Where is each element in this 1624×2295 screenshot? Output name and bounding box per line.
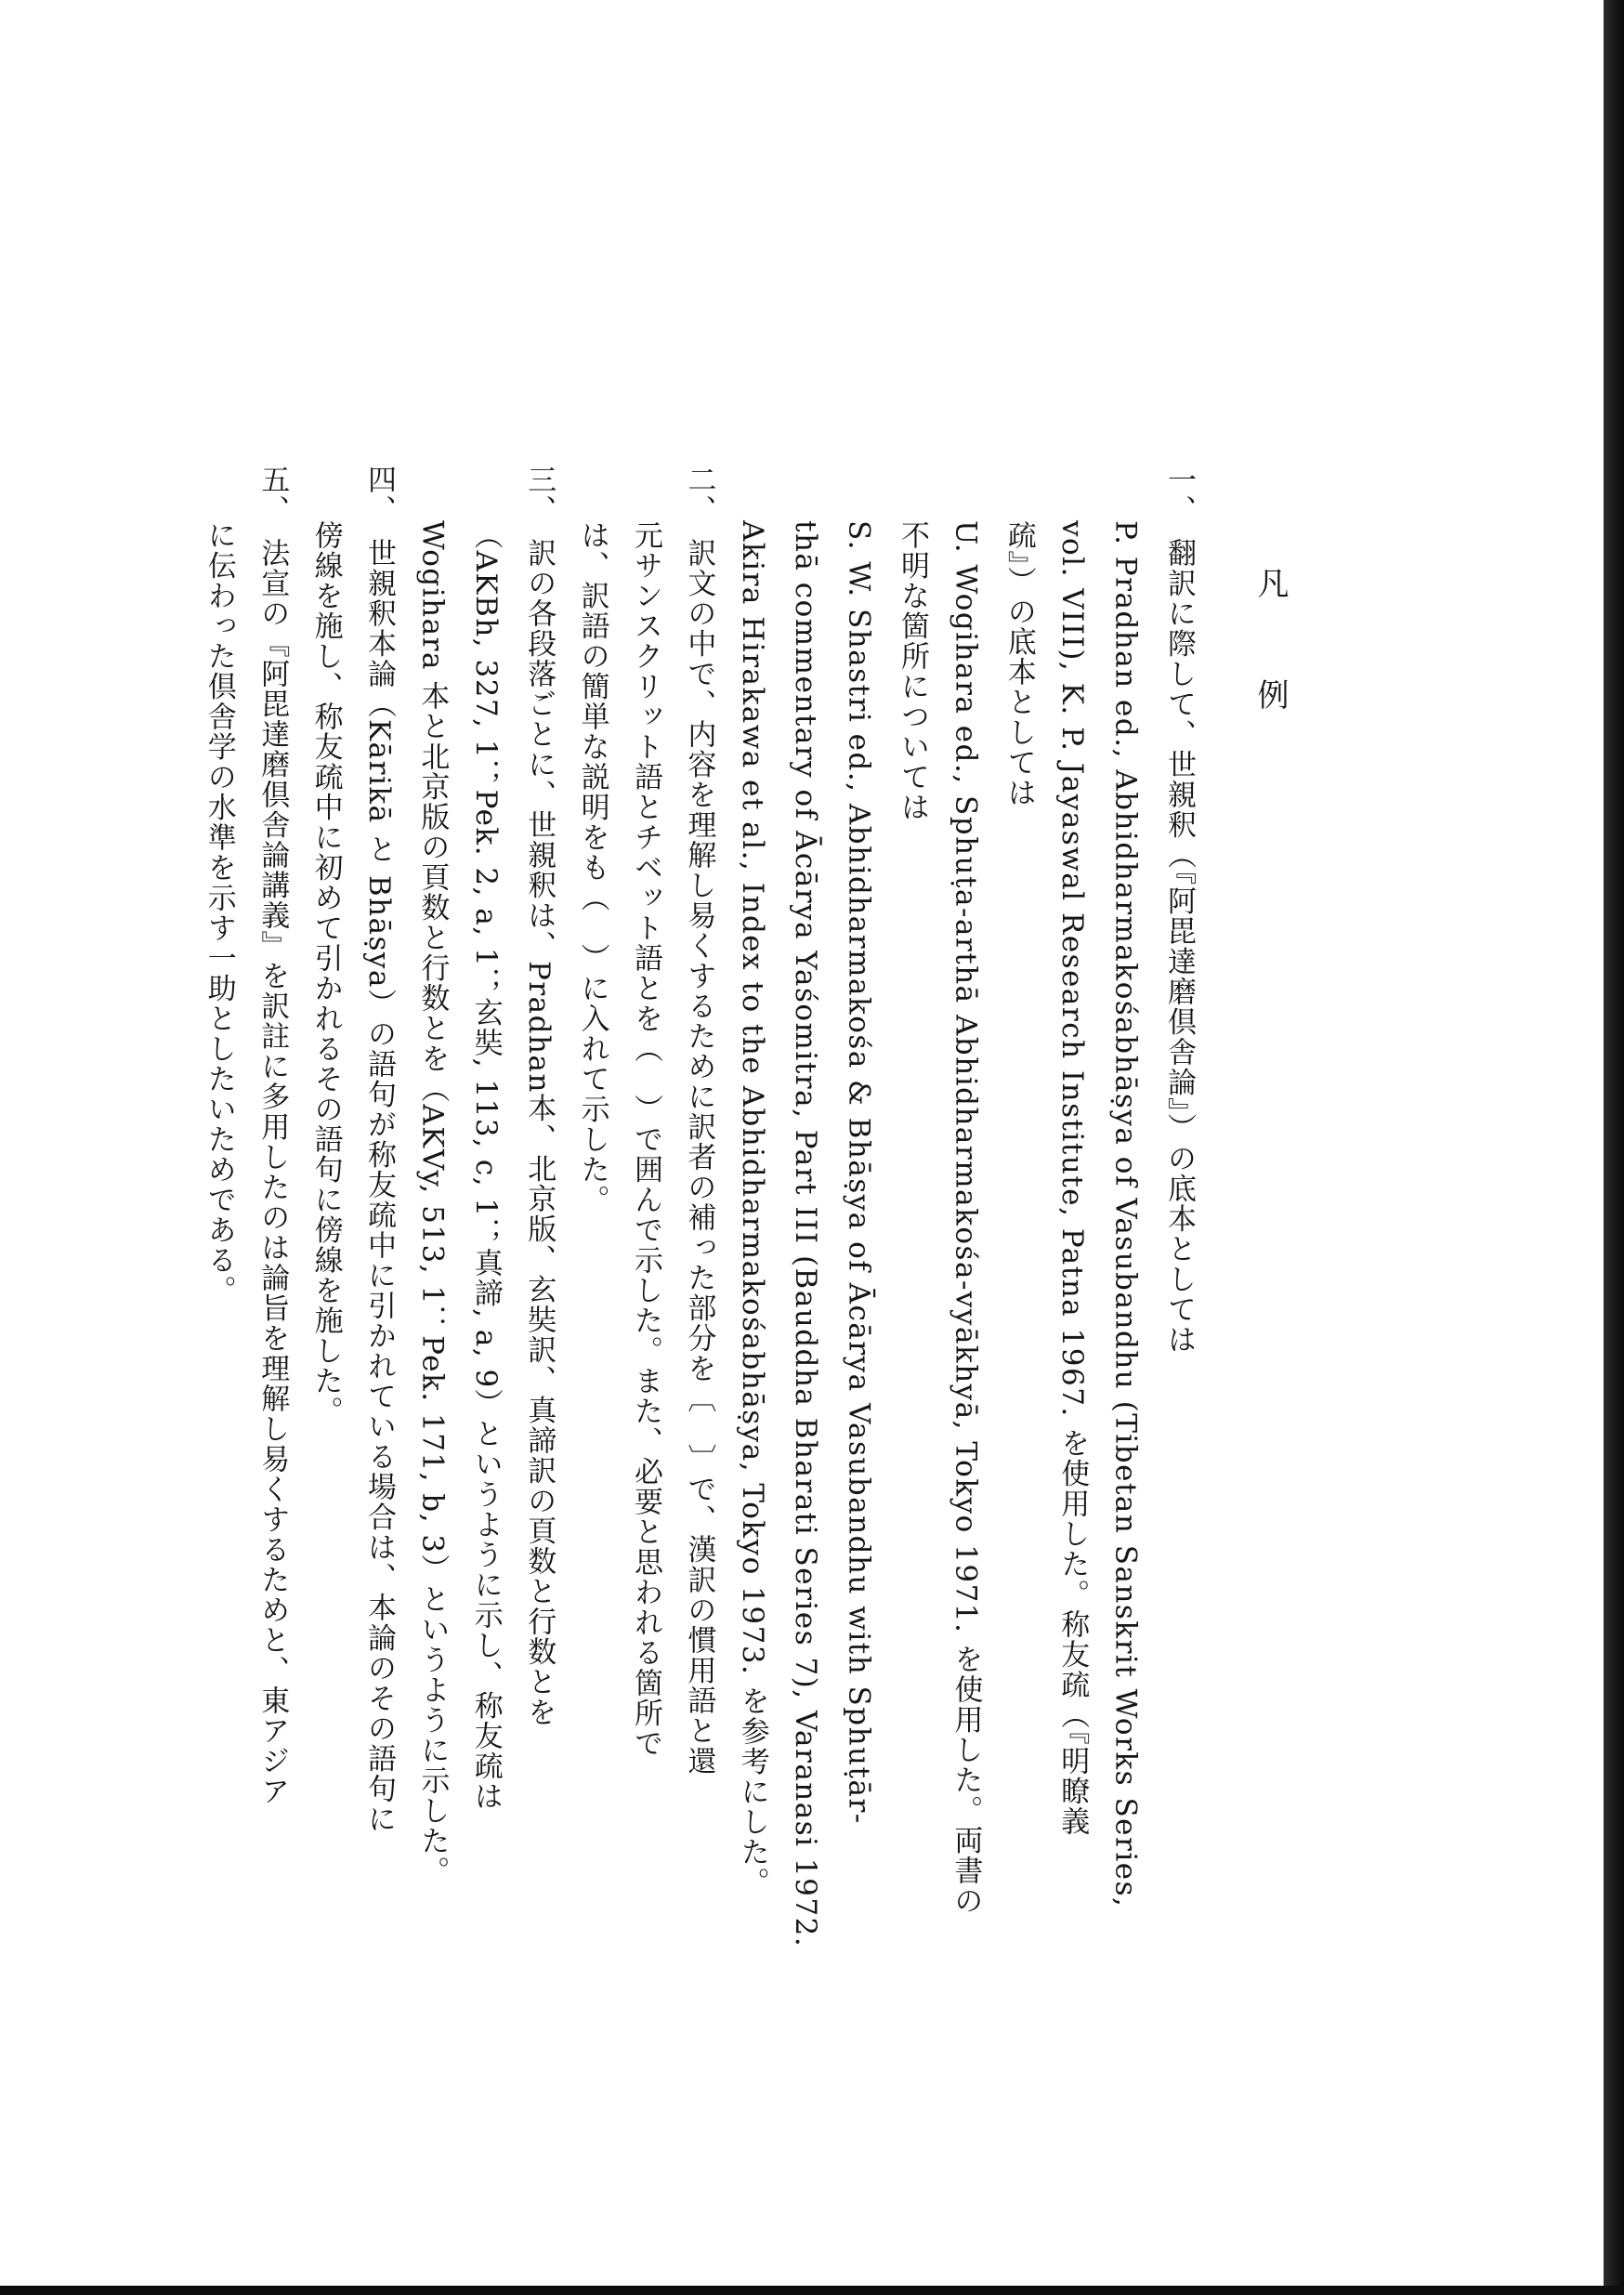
item-number: 二、 (682, 465, 716, 525)
text-line (726, 465, 779, 2100)
text-line (299, 465, 353, 2100)
line-text: U. Wogihara ed., Sphuṭa-arthā Abhidharmakośa-vyākhyā, Tokyo 1971. を使用した。両書の (949, 520, 983, 1917)
line-indent (752, 465, 753, 520)
item-number: 三、 (522, 465, 557, 525)
scan-edge-right (1604, 0, 1624, 2295)
text-line (405, 465, 459, 2100)
line-text: S. W. Shastri ed., Abhidharmakośa & Bhāṣya of Ācārya Vasubandhu with Sphuṭār- (842, 520, 876, 1825)
text-line (779, 465, 832, 2100)
line-indent (592, 465, 593, 520)
line-indent (485, 465, 486, 520)
line-indent (325, 465, 326, 520)
line-text: P. Pradhan ed., Abhidharmakośabhāṣya of Vasubandhu (Tibetan Sanskrit Works Series, (1108, 520, 1143, 1908)
page-title: 凡 例 (1251, 567, 1289, 734)
line-indent (432, 465, 433, 520)
item-number: 五、 (255, 465, 290, 525)
line-indent (1018, 465, 1019, 520)
line-text: （AKBh, 327, 1；Pek. 2, a, 1；玄奘, 113, c, 1；真諦, a, 9）というように示し、称友疏は (468, 520, 503, 1812)
text-line (885, 465, 939, 2100)
line-text: 訳文の中で、内容を理解し易くするために訳者の補った部分を〔 〕で、漢訳の慣用語と還 (682, 538, 716, 1777)
line-indent (858, 465, 859, 520)
scan-edge-bottom (0, 2286, 1624, 2295)
line-text: は、訳語の簡単な説明をも（ ）に入れて示した。 (575, 520, 609, 1215)
text-line (672, 465, 726, 2100)
item-number: 四、 (362, 465, 396, 525)
line-text: 翻訳に際して、世親釈（『阿毘達磨倶舎論』）の底本としては (1162, 538, 1196, 1355)
text-line (1099, 465, 1153, 2100)
line-text: 不明な箇所については (896, 520, 929, 822)
line-indent (218, 465, 219, 520)
line-text: 疏』）の底本としては (1002, 520, 1036, 808)
text-line (352, 465, 406, 2100)
text-line (192, 465, 246, 2100)
line-indent (1125, 465, 1126, 520)
line-indent (1072, 465, 1073, 520)
text-line (1152, 465, 1206, 2100)
line-text: に伝わった倶舎学の水準を示す一助としたいためである。 (202, 520, 236, 1305)
text-line (992, 465, 1046, 2100)
line-text: 訳の各段落ごとに、世親釈は、Pradhan本、北京版、玄奘訳、真諦訳の頁数と行数とを (522, 538, 557, 1728)
text-line (619, 465, 673, 2100)
text-line (245, 465, 299, 2100)
line-indent (805, 465, 806, 520)
line-text: 世親釈本論（Kārikā と Bhāṣya）の語句が称友疏中に引かれている場合は、本論のその語句に (362, 538, 396, 1834)
line-text: thā commentary of Ācārya Yaśomitra, Part III (Bauddha Bharati Series 7), Varanasi 1972. (789, 520, 823, 1948)
text-line (459, 465, 513, 2100)
text-line (566, 465, 620, 2100)
line-text: 法宣の『阿毘達磨倶舎論講義』を訳註に多用したのは論旨を理解し易くするためと、東アジア (255, 538, 290, 1806)
text-line (938, 465, 992, 2100)
line-text: vol. VIII), K. P. Jayaswal Research Institute, Patna 1967. を使用した。称友疏（『明瞭義 (1055, 520, 1090, 1837)
text-line (1045, 465, 1099, 2100)
item-number: 一、 (1162, 465, 1196, 525)
line-indent (912, 465, 913, 520)
line-text: Akira Hirakawa et al., Index to the Abhidharmakośabhāṣya, Tokyo 1973. を参考にした。 (735, 520, 769, 1898)
line-indent (965, 465, 966, 520)
line-text: 傍線を施し、称友疏中に初めて引かれるその語句に傍線を施した。 (308, 520, 343, 1426)
text-line (832, 465, 886, 2100)
line-text: 元サンスクリット語とチベット語とを（ ）で囲んで示した。また、必要と思われる箇所で (629, 520, 662, 1759)
text-line (512, 465, 566, 2100)
line-indent (646, 465, 647, 520)
line-text: Wogihara 本と北京版の頁数と行数とを（AKVy, 513, 1：Pek. 171, b, 3）というように示した。 (415, 520, 450, 1887)
